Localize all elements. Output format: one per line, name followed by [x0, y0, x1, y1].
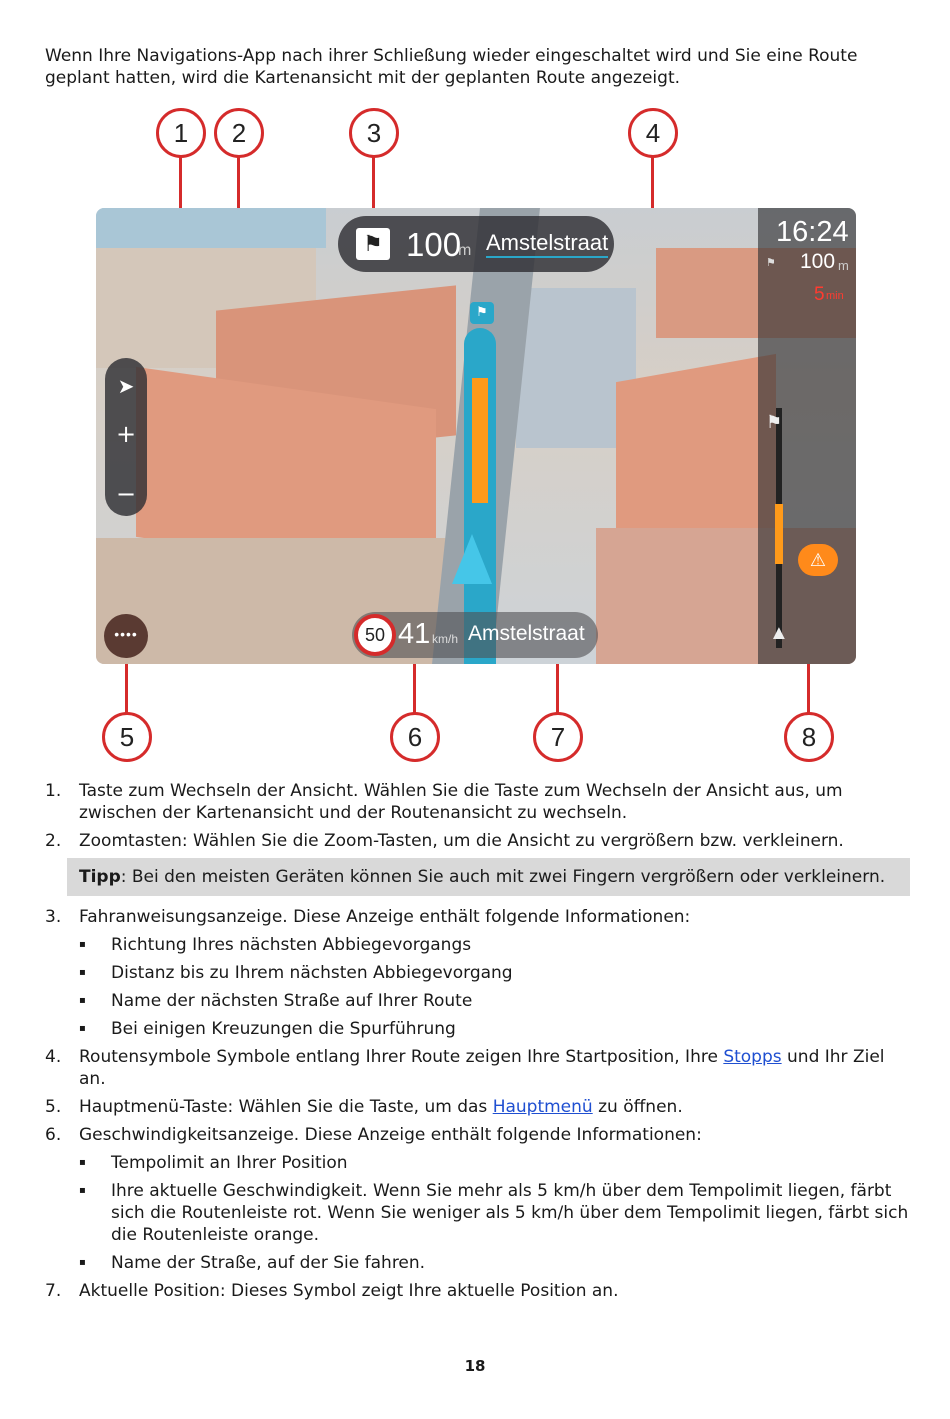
callout-5: 5 — [102, 712, 152, 762]
list-number: 5. — [45, 1097, 62, 1117]
bullet-icon: ▪ — [79, 1157, 86, 1168]
destination-flag-icon: ⚑ — [470, 302, 494, 324]
sub-bullet: ▪ Tempolimit an Ihrer Position — [79, 1153, 348, 1173]
list-text: Zoomtasten: Wählen Sie die Zoom-Tasten, um die Ansicht zu vergrößern bzw. verkleinern. — [79, 831, 844, 851]
traffic-segment — [472, 378, 488, 503]
sub-bullet: ▪ Bei einigen Kreuzungen die Spurführung — [79, 1019, 456, 1039]
list-number: 1. — [45, 781, 62, 801]
sub-bullet: ▪ Name der Straße, auf der Sie fahren. — [79, 1253, 426, 1273]
main-menu-button[interactable]: •••• — [104, 614, 148, 658]
bullet-icon: ▪ — [79, 939, 86, 950]
navigation-figure — [0, 100, 950, 770]
list-item — [45, 1280, 910, 1302]
zoom-in-button[interactable]: + — [115, 420, 137, 448]
destination-flag-icon: ⚑ — [356, 228, 390, 260]
finish-flag-icon: ⚑ — [766, 257, 776, 269]
callout-7: 7 — [533, 712, 583, 762]
arrow-icon: ➤ — [117, 374, 135, 398]
instruction-distance: 100 — [406, 226, 462, 263]
stopps-link[interactable]: Stopps — [723, 1047, 782, 1067]
current-street: Amstelstraat — [468, 622, 585, 645]
list-item: 4. Routensymbole Symbole entlang Ihrer Route zeigen Ihre Startposition, Ihre Stopps und Ihr Ziel an. — [45, 1047, 885, 1089]
speed-panel[interactable] — [352, 612, 598, 658]
list-text: Fahranweisungsanzeige. Diese Anzeige enthält folgende Informationen: — [79, 907, 691, 927]
finish-flag-icon: ⚑ — [766, 412, 783, 432]
remaining-time-unit: min — [826, 290, 844, 302]
legend-list — [45, 780, 910, 1308]
bullet-icon: ▪ — [79, 1257, 86, 1268]
callout-8: 8 — [784, 712, 834, 762]
list-text: Taste zum Wechseln der Ansicht. Wählen Sie die Taste zum Wechseln der Ansicht aus, um zwischen der Kartenansicht und der Routenansicht zu wechseln. — [79, 781, 843, 823]
bullet-icon: ▪ — [79, 1023, 86, 1034]
instruction-unit: m — [458, 242, 472, 259]
route-bar[interactable] — [758, 208, 856, 664]
remaining-time: 5 — [814, 284, 825, 305]
callout-2: 2 — [214, 108, 264, 158]
bullet-icon: ▪ — [79, 995, 86, 1006]
eta-time: 16:24 — [776, 216, 849, 248]
bullet-icon: ▪ — [79, 967, 86, 978]
list-item — [45, 780, 910, 824]
hauptmenu-link[interactable]: Hauptmenü — [492, 1097, 593, 1117]
sub-bullet: ▪ Richtung Ihres nächsten Abbiegevorgangs — [79, 935, 472, 955]
tip-label: Tipp — [79, 867, 121, 887]
remaining-distance-unit: m — [838, 258, 849, 273]
speed-unit: km/h — [432, 632, 459, 646]
zoom-out-button[interactable]: − — [115, 480, 137, 508]
sub-bullet: ▪ Ihre aktuelle Geschwindigkeit. Wenn Sie mehr als 5 km/h über dem Tempolimit liegen, färbt sich die Routenleiste rot. Wenn Sie weniger als 5 km/h über dem Tempolimit liegen, färbt sich die Routenleiste orange. — [79, 1181, 909, 1245]
instruction-panel[interactable] — [338, 216, 614, 272]
tip-text: : Bei den meisten Geräten können Sie auch mit zwei Fingern vergrößern oder verkleinern. — [120, 867, 886, 887]
list-text: Geschwindigkeitsanzeige. Diese Anzeige enthält folgende Informationen: — [79, 1125, 702, 1145]
position-marker-icon: ▲ — [769, 622, 789, 644]
list-item — [45, 830, 910, 852]
callout-3: 3 — [349, 108, 399, 158]
roadworks-icon: ⚠ — [798, 544, 838, 576]
list-item — [45, 906, 910, 928]
list-item: 5. Hauptmenü-Taste: Wählen Sie die Taste, um das Hauptmenü zu öffnen. — [45, 1097, 683, 1117]
current-position-icon — [452, 534, 492, 584]
water-area — [96, 208, 326, 248]
list-number: 4. — [45, 1047, 62, 1067]
current-speed: 41 — [398, 618, 431, 650]
instruction-street: Amstelstraat — [486, 230, 608, 258]
page-number: 18 — [464, 1357, 486, 1375]
map-screen[interactable] — [96, 208, 856, 664]
list-item — [45, 1124, 910, 1146]
remaining-distance: 100 — [800, 250, 836, 273]
switch-view-button[interactable] — [105, 368, 147, 404]
bullet-icon: ▪ — [79, 1185, 86, 1196]
intro-paragraph: Wenn Ihre Navigations-App nach ihrer Schließung wieder eingeschaltet wird und Sie eine Route geplant hatten, wird die Kartenansicht mit der geplanten Route angezeigt. — [45, 46, 858, 88]
callout-1: 1 — [156, 108, 206, 158]
list-number: 2. — [45, 831, 62, 851]
callout-4: 4 — [628, 108, 678, 158]
sub-bullet: ▪ Name der nächsten Straße auf Ihrer Route — [79, 991, 473, 1011]
list-number: 3. — [45, 907, 62, 927]
list-number: 6. — [45, 1125, 62, 1145]
speed-limit-sign: 50 — [354, 614, 396, 656]
callout-6: 6 — [390, 712, 440, 762]
tip-box — [67, 858, 910, 896]
list-text: Aktuelle Position: Dieses Symbol zeigt Ihre aktuelle Position an. — [79, 1281, 619, 1301]
route-bar-traffic — [775, 504, 783, 564]
list-number: 7. — [45, 1281, 62, 1301]
sub-bullet: ▪ Distanz bis zu Ihrem nächsten Abbiegevorgang — [79, 963, 513, 983]
